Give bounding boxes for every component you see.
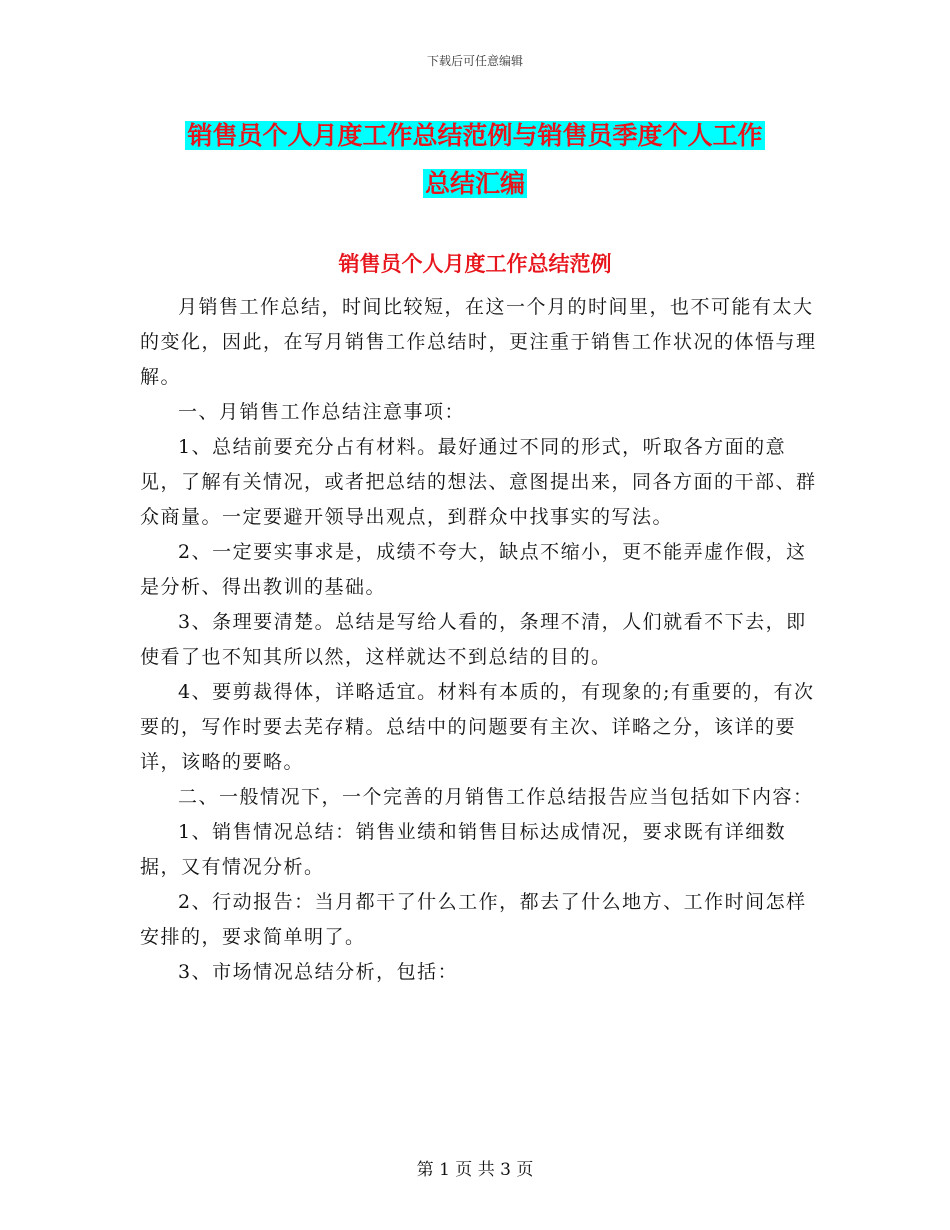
document-body	[140, 290, 820, 990]
paragraph-item: 3、条理要清楚。总结是写给人看的，条理不清，人们就看不下去，即使看了也不知其所以然，这样就达不到总结的目的。	[140, 611, 807, 668]
paragraph-item: 3、市场情况总结分析，包括：	[178, 961, 459, 983]
paragraph-item: 2、行动报告：当月都干了什么工作，都去了什么地方、工作时间怎样安排的，要求简单明了。	[140, 891, 807, 948]
paragraph-heading-1: 一、月销售工作总结注意事项：	[178, 401, 466, 423]
paragraph-item: 1、总结前要充分占有材料。最好通过不同的形式，听取各方面的意见，了解有关情况，或者把总结的想法、意图提出来，同各方面的干部、群众商量。一定要避开领导出观点，到群众中找事实的写法。	[140, 436, 817, 528]
paragraph-item: 2、一定要实事求是，成绩不夸大，缺点不缩小，更不能弄虚作假，这是分析、得出教训的基础。	[140, 541, 807, 598]
paragraph-heading-2: 二、一般情况下，一个完善的月销售工作总结报告应当包括如下内容：	[178, 786, 814, 808]
paragraph-item: 1、销售情况总结：销售业绩和销售目标达成情况，要求既有详细数据，又有情况分析。	[140, 821, 787, 878]
document-title	[0, 112, 950, 208]
section-title: 销售员个人月度工作总结范例	[338, 252, 612, 276]
paragraph-item: 4、要剪裁得体，详略适宜。材料有本质的，有现象的;有重要的，有次要的，写作时要去芜存精。总结中的问题要有主次、详略之分，该详的要详，该略的要略。	[140, 681, 815, 773]
document-title-line-1: 销售员个人月度工作总结范例与销售员季度个人工作	[187, 121, 763, 150]
page-number: 第 1 页 共 3 页	[416, 1160, 534, 1180]
paragraph-intro: 月销售工作总结，时间比较短，在这一个月的时间里，也不可能有太大的变化，因此，在写月销售工作总结时，更注重于销售工作状况的体悟与理解。	[140, 296, 817, 388]
document-title-line-2: 总结汇编	[424, 169, 525, 198]
page-header-note: 下载后可任意编辑	[426, 54, 523, 68]
